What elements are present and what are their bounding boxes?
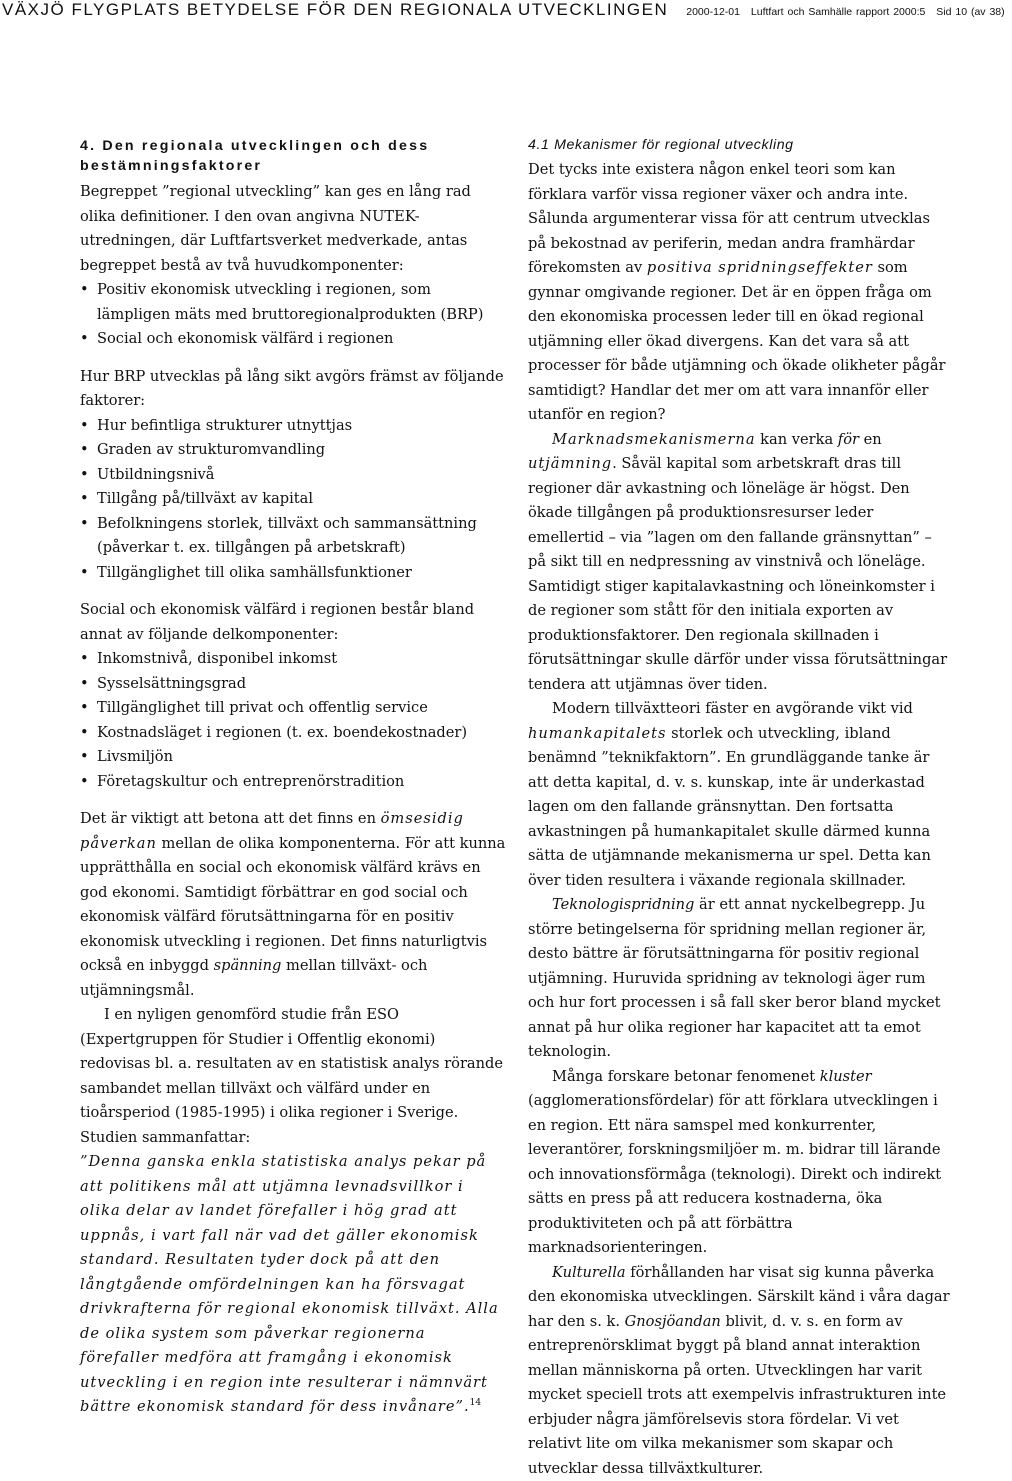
- brp-intro: Hur BRP utvecklas på lång sikt avgörs främst av följande faktorer:: [80, 365, 508, 414]
- list-item: • Företagskultur och entreprenörstradition: [80, 770, 508, 795]
- right-paragraph-6: Kulturella förhållanden har visat sig kunna påverka den ekonomiska utvecklingen. Särskilt känd i våra dagar har den s. k. Gnosjöandan blivit, d. v. s. en form av entreprenörsklimat byggt på bland annat interaktion mellan människorna på orten. Utvecklingen har varit mycket speciell trots att exempelvis infrastrukturen inte erbjuder några jämförelsevis stora fördelar. Vi vet relativt lite om vilka mekanismer som skapar och utvecklar dessa tillväxtkulturer.: [528, 1261, 952, 1481]
- subsection-heading: 4.1 Mekanismer för regional utveckling: [528, 134, 952, 156]
- section-heading: 4. Den regionala utvecklingen och dess bestämningsfaktorer: [80, 136, 508, 176]
- list-item: • Tillgänglighet till olika samhällsfunktioner: [80, 561, 508, 586]
- list-item: • Kostnadsläget i regionen (t. ex. boendekostnader): [80, 721, 508, 746]
- mutual-influence-paragraph: Det är viktigt att betona att det finns en ömsesidig påverkan mellan de olika komponenterna. För att kunna upprätthålla en social och ekonomisk välfärd krävs en god ekonomi. Samtidigt förbättrar en god social och ekonomisk välfärd förutsättningarna för en positiv ekonomisk utveckling i regionen. Det finns naturligtvis också en inbyggd spänning mellan tillväxt- och utjämningsmål.: [80, 807, 508, 1003]
- right-paragraph-2: Marknadsmekanismerna kan verka för en utjämning. Såväl kapital som arbetskraft dras till regioner där avkastning och löneläge är högst. Den ökade tillgången på produktionsresurser leder emellertid – via ”lagen om den fallande gränsnyttan” – på sikt till en nedpressning av vinstnivå och löneläge. Samtidigt stiger kapitalavkastning och löneinkomster i de regioner som stått för den initiala exporten av produktionsfaktorer. Den regionala skillnaden i förutsättningar skulle därför under vissa förutsättningar tendera att utjämnas över tiden.: [528, 428, 952, 698]
- welfare-list: [80, 647, 508, 794]
- eso-quote: ”Denna ganska enkla statistiska analys pekar på att politikens mål att utjämna levnadsvillkor i olika delar av landet förefaller i hög grad att uppnås, i vart fall när vad det gäller ekonomisk standard. Resultaten tyder dock på att den långtgående omfördelningen kan ha försvagat drivkrafterna för regional ekonomisk tillväxt. Alla de olika system som påverkar regionerna förefaller medföra att framgång i ekonomisk utveckling i en region inte resulterar i nämnvärt bättre ekonomisk standard för dess invånare”.$^{14}$: [80, 1150, 508, 1420]
- list-item: • Positiv ekonomisk utveckling i regionen, som lämpligen mäts med bruttoregionalprodukten (BRP): [80, 278, 508, 327]
- list-item: • Graden av strukturomvandling: [80, 438, 508, 463]
- list-item: • Social och ekonomisk välfärd i regionen: [80, 327, 508, 352]
- left-column: [80, 136, 508, 1420]
- list-item: • Livsmiljön: [80, 745, 508, 770]
- list-item: • Tillgänglighet till privat och offentlig service: [80, 696, 508, 721]
- right-paragraph-4: Teknologispridning är ett annat nyckelbegrepp. Ju större betingelserna för spridning mellan regioner är, desto bättre är förutsättningarna för positiv regional utjämning. Huruvida spridning av teknologi äger rum och hur fort processen i så fall sker beror bland mycket annat på hur olika regioner har kapacitet att ta emot teknologin.: [528, 893, 952, 1065]
- right-column: [528, 136, 952, 1481]
- page-header: [0, 0, 960, 30]
- right-paragraph-3: Modern tillväxtteori fäster en avgörande vikt vid humankapitalets storlek och utveckling, ibland benämnd ”teknikfaktorn”. En grundläggande tanke är att detta kapital, d. v. s. kunskap, inte är underkastad lagen om den fallande gränsnyttan. Den fortsatta avkastningen på humankapitalet skulle därmed kunna sätta de utjämnande mekanismerna ur spel. Detta kan över tiden resultera i växande regionala skillnader.: [528, 697, 952, 893]
- list-item: • Utbildningsnivå: [80, 463, 508, 488]
- list-item: • Sysselsättningsgrad: [80, 672, 508, 697]
- components-list: [80, 278, 508, 352]
- eso-paragraph: I en nyligen genomförd studie från ESO (Expertgruppen för Studier i Offentlig ekonomi) redovisas bl. a. resultaten av en statistisk analys rörande sambandet mellan tillväxt och välfärd under en tioårsperiod (1985-1995) i olika regioner i Sverige. Studien sammanfattar:: [80, 1003, 508, 1150]
- report-series: Luftfart och Samhälle rapport 2000:5: [751, 6, 925, 18]
- page-number: Sid 10 (av 38): [936, 6, 1004, 18]
- welfare-intro: Social och ekonomisk välfärd i regionen består bland annat av följande delkomponenter:: [80, 598, 508, 647]
- list-item: • Befolkningens storlek, tillväxt och sammansättning (påverkar t. ex. tillgången på arbetskraft): [80, 512, 508, 561]
- footnote-ref[interactable]: 14: [470, 1398, 481, 1408]
- report-date: 2000-12-01: [686, 6, 740, 18]
- report-title: VÄXJÖ FLYGPLATS BETYDELSE FÖR DEN REGIONALA UTVECKLINGEN: [0, 0, 668, 20]
- list-item: • Tillgång på/tillväxt av kapital: [80, 487, 508, 512]
- list-item: • Hur befintliga strukturer utnyttjas: [80, 414, 508, 439]
- right-paragraph-5: Många forskare betonar fenomenet kluster (agglomerationsfördelar) för att förklara utvecklingen i en region. Ett nära samspel med konkurrenter, leverantörer, forskningsmiljöer m. m. bidrar till lärande och innovationsförmåga (teknologi). Direkt och indirekt sätts en press på att reducera kostnaderna, öka produktiviteten och på att förbättra marknadsorienteringen.: [528, 1065, 952, 1261]
- intro-paragraph: Begreppet ”regional utveckling” kan ges en lång rad olika definitioner. I den ovan angivna NUTEK-utredningen, där Luftfartsverket medverkade, antas begreppet bestå av två huvudkomponenter:: [80, 180, 508, 278]
- list-item: • Inkomstnivå, disponibel inkomst: [80, 647, 508, 672]
- right-paragraph-1: Det tycks inte existera någon enkel teori som kan förklara varför vissa regioner växer och andra inte. Sålunda argumenterar vissa för att centrum utvecklas på bekostnad av periferin, medan andra framhärdar förekomsten av positiva spridningseffekter som gynnar omgivande regioner. Det är en öppen fråga om den ekonomiska processen leder till en ökad regional utjämning eller ökad divergens. Kan det vara så att processer för både utjämning och ökade olikheter pågår samtidigt? Handlar det mer om att vara innanför eller utanför en region?: [528, 158, 952, 428]
- brp-factors-list: [80, 414, 508, 586]
- header-meta: [686, 6, 1011, 18]
